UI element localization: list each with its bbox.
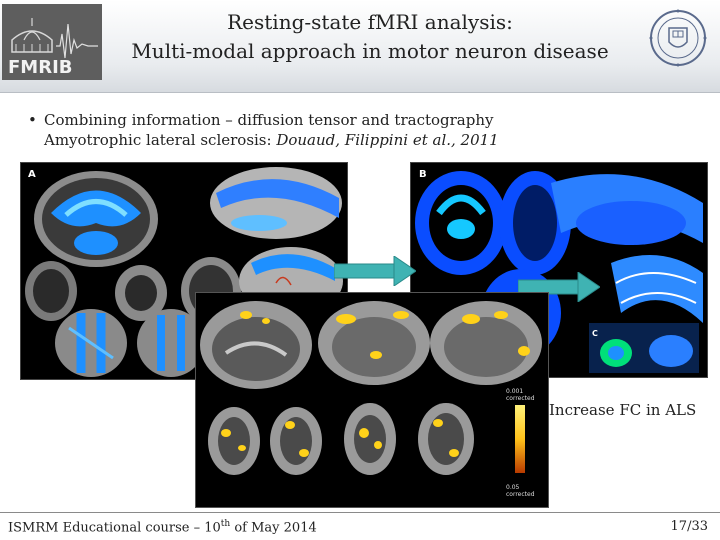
fmrib-logo [2, 4, 102, 80]
citation-authors: Douaud, Filippini et al., 2011 [276, 131, 499, 149]
page-number: 17/33 [670, 519, 708, 534]
panel-a-letter: A [28, 169, 36, 180]
bullet-list [28, 110, 628, 150]
title-line-2: Multi-modal approach in motor neuron disease [131, 39, 609, 63]
colorbar-top-unit: corrected [506, 395, 535, 402]
footer-course-prefix: ISMRM Educational course – 10 [8, 520, 221, 536]
figure-caption: Increase FC in ALS [549, 401, 697, 419]
slide-header [0, 0, 720, 93]
title-line-1: Resting-state fMRI analysis: [227, 10, 513, 34]
colorbar-bottom-unit: corrected [506, 491, 535, 498]
footer-course [8, 519, 317, 535]
colorbar-labels [504, 385, 546, 501]
right-arrow-icon [334, 256, 416, 286]
citation-prefix: Amyotrophic lateral sclerosis: [44, 131, 277, 149]
functional-connectivity-figure [195, 292, 549, 508]
bullet-subline [28, 130, 628, 150]
bullet-item [28, 110, 628, 130]
fc-brain-images [196, 293, 548, 507]
footer-course-sup: th [220, 519, 231, 529]
footer-divider [0, 512, 720, 513]
bullet-text: Combining information – diffusion tensor and tractography [44, 111, 494, 129]
slide-title [110, 8, 630, 66]
footer-course-suffix: of May 2014 [230, 520, 317, 536]
oxford-seal-icon [648, 4, 708, 76]
fmrib-logo-text: FMRIB [8, 57, 73, 78]
colorbar-top-value: 0.001 [506, 388, 524, 395]
panel-b-inset-letter: C [592, 329, 598, 338]
panel-b-letter: B [419, 169, 427, 180]
colorbar-bottom-value: 0.05 [506, 484, 520, 491]
bullet-dot-icon: • [28, 111, 37, 129]
